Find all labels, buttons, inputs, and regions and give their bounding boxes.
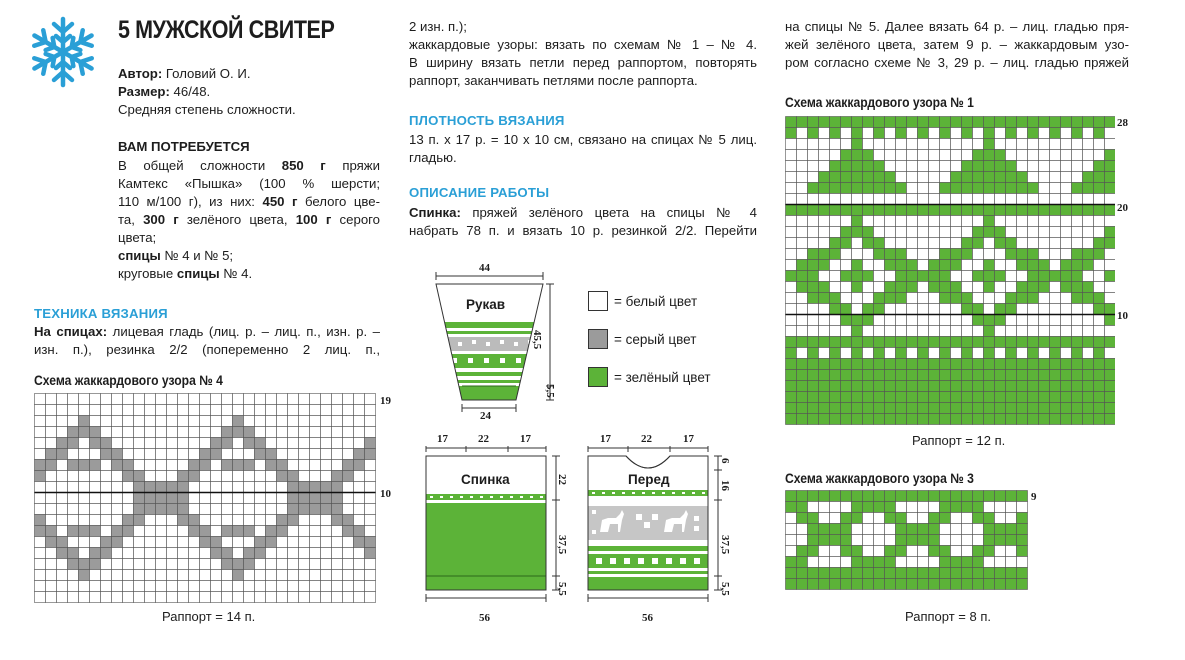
sleeve-cuff-dim: 5,5 (544, 384, 556, 398)
description-line: набрать 78 п. и вязать 10 р. резинкой 2/2. Перейти (409, 223, 757, 238)
chart-3-grid (785, 490, 1029, 594)
col2-line: 2 изн. п.); (409, 19, 467, 34)
chart-3-rapport: Раппорт = 8 п. (905, 609, 991, 624)
back-label: Спинка (461, 472, 510, 487)
technique-line: изн. п.), резинка 2/2 (попеременно 2 лиц. п., (34, 342, 380, 357)
legend-white-swatch (588, 291, 608, 311)
materials-line: 110 м/100 г), из них: (118, 194, 263, 209)
materials-text (118, 157, 380, 283)
legend-green-label: = зелёный цвет (614, 369, 711, 385)
legend (588, 290, 711, 388)
back-bottom-dim: 56 (479, 612, 490, 624)
chart-4-rapport: Раппорт = 14 п. (162, 609, 256, 624)
chart-4-grid (34, 393, 378, 605)
sleeve-bottom-dim: 24 (480, 410, 491, 422)
chart-1-grid (785, 116, 1115, 428)
col3-line: жей зелёного цвета, затем 9 р. – жаккардовым узо- (785, 37, 1129, 52)
description-text (409, 204, 757, 240)
sleeve-diagram (422, 262, 572, 424)
materials-bold: 100 г (295, 212, 332, 227)
front-bottom-dim: 56 (642, 612, 653, 624)
technique-line: лицевая гладь (лиц. р. – лиц. п., изн. р. – (107, 324, 380, 339)
sleeve-height-dim: 45,5 (531, 330, 543, 350)
front-top-mid-dim: 22 (641, 433, 652, 445)
materials-line: цвета; (118, 230, 157, 245)
density-text (409, 131, 757, 167)
chart-4-title: Схема жаккардового узора № 4 (34, 373, 223, 388)
sleeve-label: Рукав (466, 297, 506, 312)
materials-line: серого (331, 212, 381, 227)
materials-line: круговые (118, 266, 177, 281)
materials-line: пряжи (325, 158, 380, 173)
legend-white-label: = белый цвет (614, 293, 698, 309)
legend-green-swatch (588, 367, 608, 387)
col3-line: ром согласно схеме № 3, 29 р. – лиц. гладью пряжей (785, 55, 1129, 70)
materials-bold: спицы (176, 266, 220, 281)
col2-line: В ширину вязать петли перед раппортом, повторять (409, 55, 757, 70)
chart-1-row-10: 10 (1117, 310, 1128, 322)
description-heading: ОПИСАНИЕ РАБОТЫ (409, 185, 550, 200)
sleeve-top-dim: 44 (479, 262, 490, 274)
back-height-dim: 22 (556, 474, 568, 485)
density-heading: ПЛОТНОСТЬ ВЯЗАНИЯ (409, 113, 565, 128)
author-label: Автор: (118, 66, 163, 81)
chart-3-title: Схема жаккардового узора № 3 (785, 471, 974, 486)
materials-line: та, (118, 212, 144, 227)
materials-line: Камтекс «Пышка» (100 % шерсти; (118, 176, 380, 191)
col3-text (785, 18, 1129, 72)
front-body-dim: 37,5 (719, 535, 731, 555)
technique-text (34, 323, 380, 359)
back-top-left-dim: 17 (437, 433, 448, 445)
materials-line: В общей сложности (118, 158, 282, 173)
density-line: гладью. (409, 150, 457, 165)
difficulty-text: Средняя степень сложности. (118, 102, 296, 117)
chart-1-row-28: 28 (1117, 117, 1128, 129)
legend-gray-swatch (588, 329, 608, 349)
description-line: пряжей зелёного цвета на спицы № 4 (460, 205, 757, 220)
page-title: 5 МУЖСКОЙ СВИТЕР (118, 16, 335, 44)
materials-line: белого цве- (297, 194, 380, 209)
col2-line: раппорт, заканчивать петлями после раппорта. (409, 73, 698, 88)
col3-line: на спицы № 5. Далее вязать 64 р. – лиц. гладью пря- (785, 19, 1129, 34)
materials-heading: ВАМ ПОТРЕБУЕТСЯ (118, 139, 250, 154)
size-value: 46/48. (169, 84, 211, 99)
author-info (118, 65, 418, 119)
chart-1-rapport: Раппорт = 12 п. (912, 433, 1006, 448)
chart-1-title: Схема жаккардового узора № 1 (785, 95, 974, 110)
materials-line: № 4. (219, 266, 253, 281)
materials-bold: спицы (118, 248, 161, 263)
density-line: 13 п. х 17 р. = 10 х 10 см, связано на спицах № 5 лиц. (409, 132, 757, 147)
materials-bold: 300 г (143, 212, 179, 227)
chart-4-row-10: 10 (380, 488, 391, 500)
description-bold: Спинка: (409, 205, 461, 220)
back-body-dim: 37,5 (556, 535, 568, 555)
back-rib-dim: 5,5 (556, 582, 568, 596)
snowflake-icon (28, 14, 98, 90)
chart-3-row-9: 9 (1031, 491, 1037, 503)
back-top-right-dim: 17 (520, 433, 531, 445)
front-top-right-dim: 17 (683, 433, 694, 445)
front-yoke-dim: 16 (719, 480, 731, 491)
materials-bold: 850 г (281, 158, 326, 173)
chart-1-row-20: 20 (1117, 202, 1128, 214)
materials-line: № 4 и № 5; (160, 248, 234, 263)
technique-bold: На спицах: (34, 324, 108, 339)
materials-line: зелёного цвета, (178, 212, 296, 227)
chart-4-row-19: 19 (380, 395, 391, 407)
materials-bold: 450 г (262, 194, 298, 209)
col2-text (409, 18, 757, 90)
author-value: Головий О. И. (162, 66, 251, 81)
front-neck-dim: 6 (719, 458, 731, 464)
front-label: Перед (628, 472, 670, 487)
col2-line: жаккардовые узоры: вязать по схемам № 1 – № 4. (409, 37, 757, 52)
front-top-left-dim: 17 (600, 433, 611, 445)
legend-gray-label: = серый цвет (614, 331, 697, 347)
technique-heading: ТЕХНИКА ВЯЗАНИЯ (34, 306, 168, 321)
size-label: Размер: (118, 84, 170, 99)
back-top-mid-dim: 22 (478, 433, 489, 445)
front-rib-dim: 5,5 (719, 582, 731, 596)
